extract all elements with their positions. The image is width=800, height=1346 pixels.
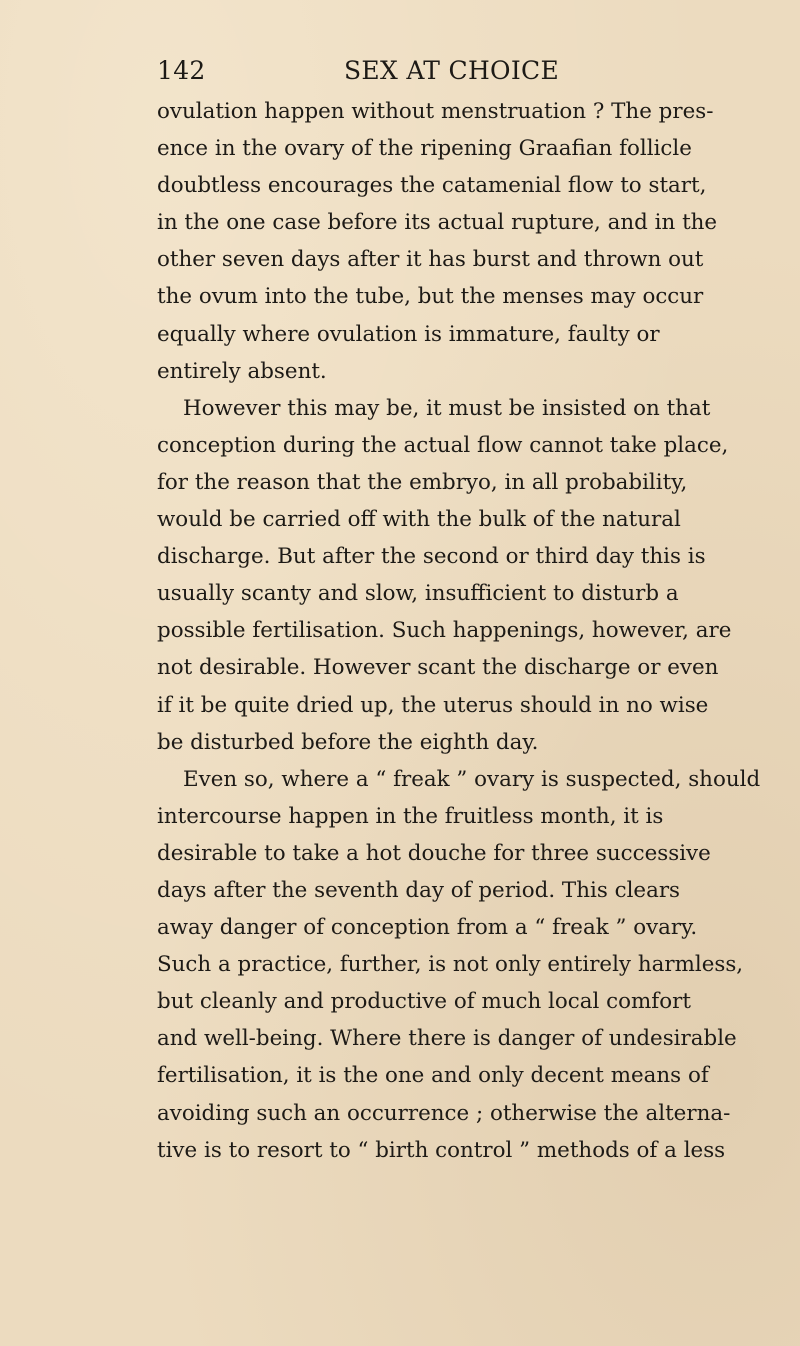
text-line: desirable to take a hot douche for three successive bbox=[157, 840, 711, 866]
text-line: possible fertilisation. Such happenings, however, are bbox=[157, 618, 732, 644]
text-line: equally where ovulation is immature, faulty or bbox=[157, 321, 660, 347]
text-line: Even so, where a “ freak ” ovary is suspected, should bbox=[183, 766, 761, 792]
text-line: discharge. But after the second or third day this is bbox=[157, 544, 706, 570]
text-line: entirely absent. bbox=[157, 358, 327, 384]
text-line: tive is to resort to “ birth control ” methods of a less bbox=[157, 1137, 726, 1163]
text-line: other seven days after it has burst and thrown out bbox=[157, 247, 704, 273]
text-line: be disturbed before the eighth day. bbox=[157, 729, 539, 755]
paragraph bbox=[157, 761, 761, 1169]
text-line: would be carried off with the bulk of the natural bbox=[157, 507, 681, 533]
text-line: However this may be, it must be insisted on that bbox=[183, 395, 711, 421]
text-line: Such a practice, further, is not only entirely harmless, bbox=[157, 952, 744, 978]
body-text bbox=[157, 93, 761, 1169]
text-line: if it be quite dried up, the uterus should in no wise bbox=[157, 692, 709, 718]
text-line: conception during the actual flow cannot take place, bbox=[157, 432, 729, 458]
text-line: in the one case before its actual rupture, and in the bbox=[157, 210, 718, 236]
paragraph bbox=[157, 93, 718, 390]
text-line: the ovum into the tube, but the menses may occur bbox=[157, 284, 704, 310]
text-line: away danger of conception from a “ freak ” ovary. bbox=[157, 915, 698, 941]
text-line: days after the seventh day of period. This clears bbox=[157, 877, 681, 903]
text-line: intercourse happen in the fruitless month, it is bbox=[157, 803, 664, 829]
text-line: fertilisation, it is the one and only decent means of bbox=[157, 1063, 709, 1089]
page-number: 142 bbox=[157, 56, 206, 85]
text-line: but cleanly and productive of much local comfort bbox=[157, 989, 691, 1015]
running-head bbox=[157, 54, 657, 88]
paragraph bbox=[157, 390, 732, 761]
text-line: and well-being. Where there is danger of undesirable bbox=[157, 1026, 737, 1052]
running-title: SEX AT CHOICE bbox=[344, 56, 560, 85]
text-line: usually scanty and slow, insufficient to disturb a bbox=[157, 581, 679, 607]
text-line: ence in the ovary of the ripening Graafian follicle bbox=[157, 136, 692, 162]
text-line: for the reason that the embryo, in all probability, bbox=[157, 469, 688, 495]
text-line: doubtless encourages the catamenial flow to start, bbox=[157, 173, 707, 199]
text-line: ovulation happen without menstruation ? The pres- bbox=[157, 99, 714, 124]
text-line: avoiding such an occurrence ; otherwise the alterna- bbox=[157, 1100, 731, 1126]
text-line: not desirable. However scant the discharge or even bbox=[157, 655, 719, 681]
